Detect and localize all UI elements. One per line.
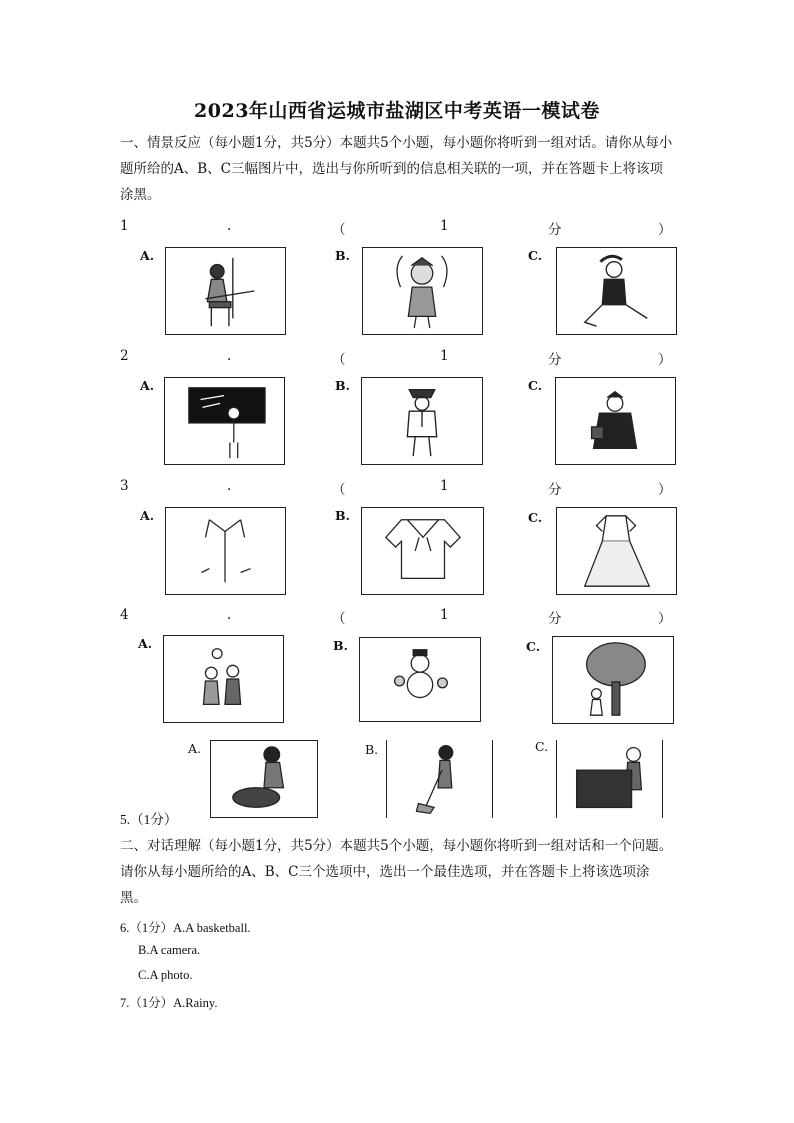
girl-playing-erhu-image bbox=[165, 247, 286, 335]
question-2-header bbox=[120, 348, 676, 368]
right-paren: ） bbox=[658, 482, 672, 498]
peking-opera-face-image bbox=[362, 247, 483, 335]
dress-image bbox=[556, 507, 677, 595]
option-label: C. bbox=[528, 378, 543, 393]
score-unit: 分 bbox=[548, 611, 562, 627]
option-label: B. bbox=[333, 638, 348, 653]
option-label: B. bbox=[365, 742, 379, 757]
right-paren: ） bbox=[658, 352, 672, 368]
magician-image bbox=[555, 377, 676, 465]
washing-clothes-image bbox=[210, 740, 318, 818]
question-dot: . bbox=[227, 348, 232, 364]
option-label: A. bbox=[140, 248, 155, 263]
left-paren: （ bbox=[332, 611, 346, 627]
score-unit: 分 bbox=[548, 482, 562, 498]
score-value: 1 bbox=[440, 348, 449, 364]
question-dot: . bbox=[227, 478, 232, 494]
question-7-label: 7.（1分）A.Rainy. bbox=[120, 996, 218, 1010]
question-number: 4 bbox=[120, 607, 129, 623]
question-1-header bbox=[120, 218, 676, 238]
question-4-header bbox=[120, 607, 676, 627]
question-6-option-c: C.A photo. bbox=[138, 968, 193, 982]
apple-tree-picking-image bbox=[552, 636, 674, 724]
question-number: 3 bbox=[120, 478, 129, 494]
score-value: 1 bbox=[440, 607, 449, 623]
section1-intro: 一、情景反应（每小题1分，共5分）本题共5个小题，每小题你将听到一组对话。请你从每小题所给的A、B、C三幅图片中，选出与你所听到的信息相关联的一项，并在答题卡上将该项涂黑。 bbox=[120, 135, 673, 203]
score-value: 1 bbox=[440, 218, 449, 234]
question-number: 2 bbox=[120, 348, 129, 364]
teacher-at-blackboard-image bbox=[164, 377, 285, 465]
question-6-option-b: B.A camera. bbox=[138, 943, 201, 957]
left-paren: （ bbox=[332, 352, 346, 368]
question-dot: . bbox=[227, 607, 232, 623]
cleaning-table-image bbox=[556, 740, 663, 818]
question-3-header bbox=[120, 478, 676, 498]
option-label: A. bbox=[138, 636, 153, 651]
kung-fu-man-image bbox=[556, 247, 677, 335]
left-paren: （ bbox=[332, 222, 346, 238]
score-unit: 分 bbox=[548, 222, 562, 238]
score-unit: 分 bbox=[548, 352, 562, 368]
option-label: B. bbox=[335, 508, 350, 523]
page-title: 2023年山西省运城市盐湖区中考英语一模试卷 bbox=[194, 100, 600, 122]
snowman-kids-image bbox=[359, 637, 481, 722]
option-label: B. bbox=[335, 248, 350, 263]
police-officer-image bbox=[361, 377, 483, 465]
question-6-label: 6.（1分）A.A basketball. bbox=[120, 921, 251, 935]
option-label: A. bbox=[140, 378, 155, 393]
shirt-image bbox=[165, 507, 286, 595]
option-label: C. bbox=[526, 639, 541, 654]
option-label: C. bbox=[528, 510, 543, 525]
blouse-image bbox=[361, 507, 484, 595]
score-value: 1 bbox=[440, 478, 449, 494]
question-number: 1 bbox=[120, 218, 129, 234]
option-label: A. bbox=[188, 741, 202, 756]
option-label: B. bbox=[335, 378, 350, 393]
question-dot: . bbox=[227, 218, 232, 234]
right-paren: ） bbox=[658, 611, 672, 627]
sunny-day-kids-image bbox=[163, 635, 284, 723]
sweeping-floor-image bbox=[386, 740, 493, 818]
section2-intro: 二、对话理解（每小题1分，共5分）本题共5个小题，每小题你将听到一组对话和一个问题。请你从每小题所给的A、B、C三个选项中，选出一个最佳选项，并在答题卡上将该选项涂黑。 bbox=[120, 838, 673, 906]
option-label: C. bbox=[535, 739, 549, 754]
option-label: A. bbox=[140, 508, 155, 523]
option-label: C. bbox=[528, 248, 543, 263]
left-paren: （ bbox=[332, 482, 346, 498]
right-paren: ） bbox=[658, 222, 672, 238]
question-5-label: 5.（1分） bbox=[120, 812, 178, 827]
